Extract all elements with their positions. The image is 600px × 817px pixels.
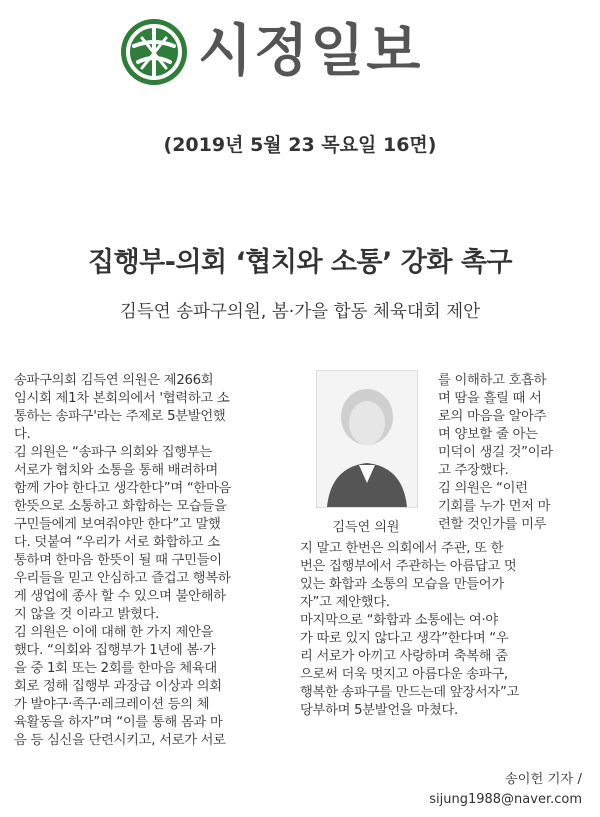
text-line: 임시회 제1차 본회의에서 '협력하고 소: [14, 391, 230, 406]
masthead: [118, 14, 458, 94]
newspaper-name: 시정일보: [198, 19, 423, 84]
reporter-email: sijung1988@naver.com: [429, 792, 582, 807]
text-line: 자”고 제안했다.: [300, 595, 390, 610]
text-line: 구민들에게 보여줘야만 한다”고 말했: [14, 517, 221, 532]
text-line: 회로 정해 집행부 과장급 이상과 의회: [14, 679, 222, 694]
text-line: 김 의원은 “이런: [438, 481, 528, 496]
text-line: 가 발야구·족구·레크레이션 등의 체: [14, 697, 210, 712]
portrait-image: [317, 371, 417, 507]
text-line: 서로가 협치와 소통을 통해 배려하며: [14, 463, 218, 478]
text-line: 통하며 한마음 한뜻이 될 때 구민들이: [14, 553, 222, 568]
issue-date: (2019년 5월 23 목요일 16면): [163, 134, 437, 156]
article-column-1: [14, 372, 231, 750]
text-line: 기회를 누가 먼저 마: [438, 499, 551, 514]
text-line: 고 주장했다.: [438, 463, 509, 478]
text-line: 번은 집행부에서 주관하는 아름답고 멋: [300, 559, 517, 574]
text-line: 통하는 송파구'라는 주제로 5분발언했: [14, 409, 226, 424]
article-column-3: [300, 540, 519, 720]
photo-caption: 김득연 의원: [332, 520, 400, 535]
text-line: 련할 것인가를 미루: [438, 517, 547, 532]
article-headline: 집행부-의회 ‘협치와 소통’ 강화 촉구: [88, 247, 512, 278]
text-line: 게 생업에 종사 할 수 있으며 불안해하: [14, 589, 226, 604]
text-line: 했다. “의회와 집행부가 1년에 봄·가: [14, 643, 216, 658]
text-line: 함께 가야 한다고 생각한다”며 “한마음: [14, 481, 232, 496]
text-line: 며 땀을 흘릴 때 서: [438, 391, 542, 406]
text-line: 김 의원은 이에 대해 한 가지 제안을: [14, 625, 214, 640]
article-subhead: 김득연 송파구의원, 봄·가을 합동 체육대회 제안: [119, 302, 481, 322]
text-line: 미덕이 생길 것”이라: [438, 445, 553, 460]
text-line: 우리들을 믿고 안심하고 즐겁고 행복하: [14, 571, 231, 586]
text-line: 김 의원은 “송파구 의회와 집행부는: [14, 445, 212, 460]
text-line: 가 따로 있지 않다고 생각”한다며 “우: [300, 631, 509, 646]
text-line: 로의 마음을 알아주: [438, 409, 547, 424]
text-line: 으로써 더욱 멋지고 아름다운 송파구,: [300, 667, 508, 682]
text-line: 행복한 송파구를 만드는데 앞장서자”고: [300, 685, 520, 700]
text-line: 며 양보할 줄 아는: [438, 427, 538, 442]
text-line: 한뜻으로 소통하고 화합하는 모습들을: [14, 499, 227, 514]
reporter-byline: [429, 770, 582, 810]
text-line: 마지막으로 “화합과 소통에는 여·야: [300, 613, 498, 628]
text-line: 육활동을 하자”며 “이를 통해 몸과 마: [14, 715, 223, 730]
reporter-subject-photo: [316, 370, 418, 508]
text-line: 을 중 1회 또는 2회를 한마음 체육대: [14, 661, 217, 676]
text-line: 음 등 심신을 단련시키고, 서로가 서로: [14, 733, 226, 748]
text-line: 를 이해하고 호흡하: [438, 373, 547, 388]
text-line: 다.: [14, 427, 31, 442]
text-line: 송파구의회 김득연 의원은 제266회: [14, 373, 214, 388]
logo-emblem-icon: [118, 16, 190, 88]
article-column-2: [438, 372, 553, 534]
text-line: 다. 덧붙여 “우리가 서로 화합하고 소: [14, 535, 220, 550]
reporter-name: 송이헌 기자 /: [504, 772, 582, 787]
text-line: 당부하며 5분발언을 마쳤다.: [300, 703, 458, 718]
text-line: 리 서로가 아끼고 사랑하며 축복해 줌: [300, 649, 508, 664]
text-line: 지 말고 한번은 의회에서 주관, 또 한: [300, 541, 504, 556]
text-line: 지 않을 것 이라고 밝혔다.: [14, 607, 160, 622]
text-line: 있는 화합과 소통의 모습을 만들어가: [300, 577, 504, 592]
